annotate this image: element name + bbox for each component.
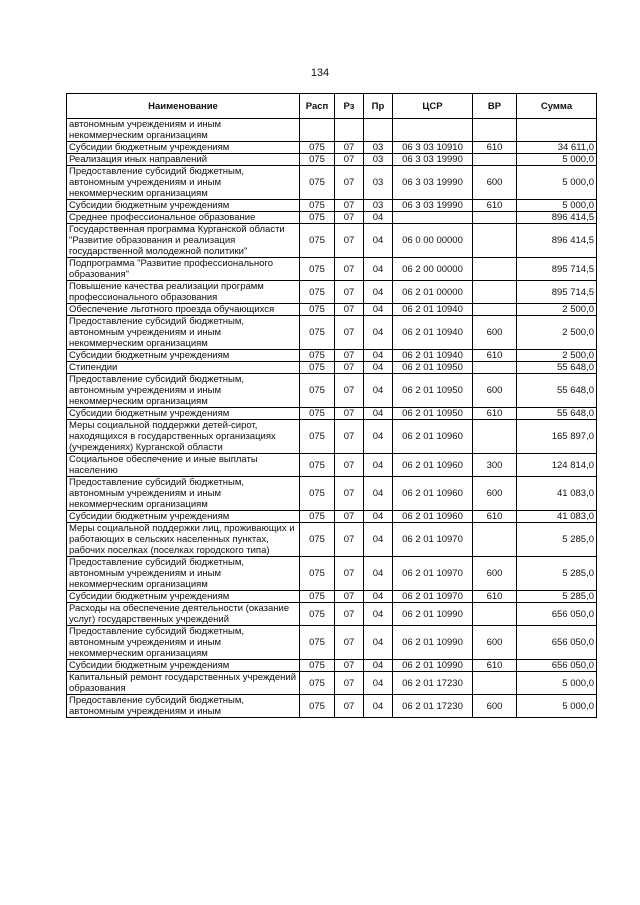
cell-rasp: 075 bbox=[300, 523, 335, 557]
cell-vr: 610 bbox=[473, 408, 517, 420]
cell-rz: 07 bbox=[335, 212, 364, 224]
header-vr: ВР bbox=[473, 94, 517, 119]
header-sum: Сумма bbox=[517, 94, 597, 119]
cell-rz: 07 bbox=[335, 660, 364, 672]
table-row bbox=[67, 660, 597, 672]
cell-csr: 06 2 01 10950 bbox=[393, 408, 473, 420]
cell-vr bbox=[473, 420, 517, 454]
cell-name: Государственная программа Курганской области "Развитие образования и реализация государственной молодежной политики" bbox=[67, 224, 300, 258]
cell-vr: 600 bbox=[473, 477, 517, 511]
cell-csr: 06 2 01 10960 bbox=[393, 477, 473, 511]
cell-rasp: 075 bbox=[300, 166, 335, 200]
cell-csr: 06 2 01 10940 bbox=[393, 350, 473, 362]
cell-csr bbox=[393, 212, 473, 224]
cell-vr: 600 bbox=[473, 695, 517, 718]
cell-sum: 2 500,0 bbox=[517, 316, 597, 350]
cell-sum: 896 414,5 bbox=[517, 224, 597, 258]
budget-table bbox=[66, 93, 597, 718]
cell-pr: 04 bbox=[364, 477, 393, 511]
cell-name: Повышение качества реализации программ профессионального образования bbox=[67, 281, 300, 304]
header-name: Наименование bbox=[67, 94, 300, 119]
cell-rz: 07 bbox=[335, 523, 364, 557]
cell-vr bbox=[473, 603, 517, 626]
table-row bbox=[67, 420, 597, 454]
cell-pr: 04 bbox=[364, 316, 393, 350]
cell-rz: 07 bbox=[335, 511, 364, 523]
cell-sum: 55 648,0 bbox=[517, 408, 597, 420]
cell-rasp: 075 bbox=[300, 212, 335, 224]
table-row bbox=[67, 316, 597, 350]
cell-rz: 07 bbox=[335, 142, 364, 154]
cell-vr bbox=[473, 224, 517, 258]
cell-name: Подпрограмма "Развитие профессионального образования" bbox=[67, 258, 300, 281]
cell-rz: 07 bbox=[335, 557, 364, 591]
cell-csr: 06 2 01 17230 bbox=[393, 672, 473, 695]
cell-csr: 06 2 01 10960 bbox=[393, 511, 473, 523]
table-row bbox=[67, 511, 597, 523]
table-row bbox=[67, 281, 597, 304]
cell-rasp bbox=[300, 119, 335, 142]
cell-pr: 04 bbox=[364, 523, 393, 557]
cell-sum: 2 500,0 bbox=[517, 304, 597, 316]
table-row bbox=[67, 557, 597, 591]
table-row bbox=[67, 362, 597, 374]
cell-rz: 07 bbox=[335, 672, 364, 695]
table-row bbox=[67, 374, 597, 408]
table-row bbox=[67, 258, 597, 281]
cell-vr: 600 bbox=[473, 166, 517, 200]
cell-sum: 895 714,5 bbox=[517, 281, 597, 304]
cell-rasp: 075 bbox=[300, 477, 335, 511]
cell-sum: 5 285,0 bbox=[517, 523, 597, 557]
cell-rz: 07 bbox=[335, 374, 364, 408]
cell-csr bbox=[393, 119, 473, 142]
cell-rasp: 075 bbox=[300, 200, 335, 212]
table-row bbox=[67, 626, 597, 660]
cell-name: Меры социальной поддержки детей-сирот, находящихся в государственных организациях (учреждениях) Курганской области bbox=[67, 420, 300, 454]
cell-rz: 07 bbox=[335, 362, 364, 374]
table-row bbox=[67, 695, 597, 718]
cell-vr: 610 bbox=[473, 591, 517, 603]
cell-csr: 06 2 01 10940 bbox=[393, 304, 473, 316]
cell-name: Субсидии бюджетным учреждениям bbox=[67, 408, 300, 420]
cell-pr: 04 bbox=[364, 672, 393, 695]
cell-pr: 04 bbox=[364, 408, 393, 420]
cell-rasp: 075 bbox=[300, 224, 335, 258]
table-row bbox=[67, 212, 597, 224]
cell-rz: 07 bbox=[335, 695, 364, 718]
cell-rz: 07 bbox=[335, 477, 364, 511]
cell-name: Предоставление субсидий бюджетным, автономным учреждениям и иным некоммерческим организациям bbox=[67, 626, 300, 660]
cell-rasp: 075 bbox=[300, 557, 335, 591]
cell-rasp: 075 bbox=[300, 154, 335, 166]
cell-sum: 5 000,0 bbox=[517, 672, 597, 695]
cell-rasp: 075 bbox=[300, 591, 335, 603]
table-body bbox=[67, 119, 597, 718]
cell-vr: 610 bbox=[473, 511, 517, 523]
cell-csr: 06 2 01 10990 bbox=[393, 626, 473, 660]
table-row bbox=[67, 454, 597, 477]
cell-csr: 06 2 01 10960 bbox=[393, 454, 473, 477]
cell-sum: 656 050,0 bbox=[517, 603, 597, 626]
cell-pr: 04 bbox=[364, 591, 393, 603]
cell-name: Субсидии бюджетным учреждениям bbox=[67, 660, 300, 672]
cell-sum: 896 414,5 bbox=[517, 212, 597, 224]
cell-sum: 55 648,0 bbox=[517, 362, 597, 374]
cell-vr: 610 bbox=[473, 200, 517, 212]
cell-vr: 600 bbox=[473, 316, 517, 350]
cell-vr: 600 bbox=[473, 557, 517, 591]
cell-rz: 07 bbox=[335, 224, 364, 258]
cell-sum: 895 714,5 bbox=[517, 258, 597, 281]
cell-csr: 06 2 01 10950 bbox=[393, 362, 473, 374]
cell-vr: 610 bbox=[473, 660, 517, 672]
cell-pr: 04 bbox=[364, 212, 393, 224]
cell-rasp: 075 bbox=[300, 304, 335, 316]
cell-pr: 04 bbox=[364, 603, 393, 626]
cell-pr: 04 bbox=[364, 511, 393, 523]
cell-vr bbox=[473, 523, 517, 557]
cell-vr: 610 bbox=[473, 142, 517, 154]
cell-name: Расходы на обеспечение деятельности (оказание услуг) государственных учреждений bbox=[67, 603, 300, 626]
table-row bbox=[67, 224, 597, 258]
cell-rz: 07 bbox=[335, 454, 364, 477]
cell-rasp: 075 bbox=[300, 454, 335, 477]
cell-rz: 07 bbox=[335, 154, 364, 166]
cell-pr: 04 bbox=[364, 281, 393, 304]
cell-sum: 41 083,0 bbox=[517, 477, 597, 511]
cell-pr: 04 bbox=[364, 304, 393, 316]
cell-name: Предоставление субсидий бюджетным, автономным учреждениям и иным некоммерческим организациям bbox=[67, 557, 300, 591]
table-header-row bbox=[67, 94, 597, 119]
table-row bbox=[67, 350, 597, 362]
cell-rz: 07 bbox=[335, 408, 364, 420]
cell-rz: 07 bbox=[335, 603, 364, 626]
cell-rasp: 075 bbox=[300, 672, 335, 695]
cell-vr bbox=[473, 304, 517, 316]
cell-pr: 04 bbox=[364, 224, 393, 258]
cell-rz: 07 bbox=[335, 626, 364, 660]
cell-csr: 06 2 00 00000 bbox=[393, 258, 473, 281]
cell-csr: 06 2 01 10950 bbox=[393, 374, 473, 408]
cell-csr: 06 2 01 17230 bbox=[393, 695, 473, 718]
cell-sum: 5 000,0 bbox=[517, 166, 597, 200]
cell-csr: 06 2 01 10990 bbox=[393, 660, 473, 672]
table-row bbox=[67, 154, 597, 166]
cell-rasp: 075 bbox=[300, 660, 335, 672]
cell-rz: 07 bbox=[335, 166, 364, 200]
cell-pr: 04 bbox=[364, 374, 393, 408]
cell-pr: 04 bbox=[364, 420, 393, 454]
cell-csr: 06 2 01 10970 bbox=[393, 557, 473, 591]
cell-pr: 04 bbox=[364, 626, 393, 660]
cell-rz: 07 bbox=[335, 200, 364, 212]
cell-csr: 06 2 01 10970 bbox=[393, 591, 473, 603]
cell-csr: 06 2 01 10970 bbox=[393, 523, 473, 557]
table-row bbox=[67, 166, 597, 200]
cell-pr bbox=[364, 119, 393, 142]
cell-vr: 300 bbox=[473, 454, 517, 477]
cell-sum: 5 000,0 bbox=[517, 695, 597, 718]
cell-pr: 03 bbox=[364, 200, 393, 212]
cell-pr: 04 bbox=[364, 362, 393, 374]
cell-vr bbox=[473, 212, 517, 224]
cell-csr: 06 2 01 10960 bbox=[393, 420, 473, 454]
cell-sum: 5 000,0 bbox=[517, 154, 597, 166]
cell-rasp: 075 bbox=[300, 626, 335, 660]
cell-rz: 07 bbox=[335, 258, 364, 281]
table-row bbox=[67, 603, 597, 626]
page-number: 134 bbox=[310, 67, 330, 79]
cell-name: автономным учреждениям и иным некоммерческим организациям bbox=[67, 119, 300, 142]
cell-rasp: 075 bbox=[300, 281, 335, 304]
cell-csr: 06 3 03 19990 bbox=[393, 200, 473, 212]
cell-name: Социальное обеспечение и иные выплаты населению bbox=[67, 454, 300, 477]
cell-vr bbox=[473, 672, 517, 695]
cell-pr: 04 bbox=[364, 454, 393, 477]
cell-vr bbox=[473, 154, 517, 166]
table-row bbox=[67, 119, 597, 142]
cell-csr: 06 2 01 10990 bbox=[393, 603, 473, 626]
cell-csr: 06 2 01 00000 bbox=[393, 281, 473, 304]
cell-vr bbox=[473, 281, 517, 304]
cell-rz: 07 bbox=[335, 350, 364, 362]
table-row bbox=[67, 672, 597, 695]
cell-rz: 07 bbox=[335, 304, 364, 316]
cell-name: Субсидии бюджетным учреждениям bbox=[67, 142, 300, 154]
cell-pr: 04 bbox=[364, 695, 393, 718]
cell-name: Предоставление субсидий бюджетным, автономным учреждениям и иным некоммерческим организациям bbox=[67, 374, 300, 408]
cell-pr: 04 bbox=[364, 660, 393, 672]
cell-sum: 124 814,0 bbox=[517, 454, 597, 477]
cell-rasp: 075 bbox=[300, 362, 335, 374]
cell-sum: 5 000,0 bbox=[517, 200, 597, 212]
cell-pr: 03 bbox=[364, 142, 393, 154]
cell-rasp: 075 bbox=[300, 316, 335, 350]
cell-sum: 55 648,0 bbox=[517, 374, 597, 408]
cell-pr: 03 bbox=[364, 166, 393, 200]
cell-sum: 41 083,0 bbox=[517, 511, 597, 523]
cell-vr: 600 bbox=[473, 626, 517, 660]
header-csr: ЦСР bbox=[393, 94, 473, 119]
cell-vr bbox=[473, 119, 517, 142]
cell-vr: 600 bbox=[473, 374, 517, 408]
header-pr: Пр bbox=[364, 94, 393, 119]
cell-csr: 06 3 03 19990 bbox=[393, 166, 473, 200]
cell-sum: 165 897,0 bbox=[517, 420, 597, 454]
cell-rasp: 075 bbox=[300, 511, 335, 523]
table-row bbox=[67, 142, 597, 154]
cell-pr: 04 bbox=[364, 258, 393, 281]
header-rasp: Расп bbox=[300, 94, 335, 119]
cell-pr: 04 bbox=[364, 557, 393, 591]
table-row bbox=[67, 408, 597, 420]
cell-vr bbox=[473, 258, 517, 281]
cell-pr: 03 bbox=[364, 154, 393, 166]
cell-name: Капитальный ремонт государственных учреждений образования bbox=[67, 672, 300, 695]
cell-name: Предоставление субсидий бюджетным, автономным учреждениям и иным некоммерческим организациям bbox=[67, 477, 300, 511]
table-row bbox=[67, 477, 597, 511]
cell-rz: 07 bbox=[335, 420, 364, 454]
cell-pr: 04 bbox=[364, 350, 393, 362]
cell-name: Предоставление субсидий бюджетным, автономным учреждениям и иным bbox=[67, 695, 300, 718]
cell-rasp: 075 bbox=[300, 695, 335, 718]
cell-csr: 06 3 03 10910 bbox=[393, 142, 473, 154]
cell-rz: 07 bbox=[335, 316, 364, 350]
cell-rasp: 075 bbox=[300, 603, 335, 626]
cell-csr: 06 3 03 19990 bbox=[393, 154, 473, 166]
table-row bbox=[67, 304, 597, 316]
cell-sum: 656 050,0 bbox=[517, 626, 597, 660]
cell-name: Субсидии бюджетным учреждениям bbox=[67, 200, 300, 212]
cell-csr: 06 0 00 00000 bbox=[393, 224, 473, 258]
cell-rz: 07 bbox=[335, 281, 364, 304]
cell-name: Стипендии bbox=[67, 362, 300, 374]
cell-rasp: 075 bbox=[300, 350, 335, 362]
header-rz: Рз bbox=[335, 94, 364, 119]
cell-sum bbox=[517, 119, 597, 142]
cell-name: Предоставление субсидий бюджетным, автономным учреждениям и иным некоммерческим организациям bbox=[67, 166, 300, 200]
table-row bbox=[67, 200, 597, 212]
cell-csr: 06 2 01 10940 bbox=[393, 316, 473, 350]
cell-rz: 07 bbox=[335, 591, 364, 603]
cell-rz bbox=[335, 119, 364, 142]
cell-rasp: 075 bbox=[300, 258, 335, 281]
cell-name: Обеспечение льготного проезда обучающихся bbox=[67, 304, 300, 316]
cell-sum: 34 611,0 bbox=[517, 142, 597, 154]
cell-sum: 2 500,0 bbox=[517, 350, 597, 362]
cell-rasp: 075 bbox=[300, 142, 335, 154]
cell-vr bbox=[473, 362, 517, 374]
cell-name: Предоставление субсидий бюджетным, автономным учреждениям и иным некоммерческим организациям bbox=[67, 316, 300, 350]
cell-name: Среднее профессиональное образование bbox=[67, 212, 300, 224]
cell-rasp: 075 bbox=[300, 374, 335, 408]
cell-sum: 656 050,0 bbox=[517, 660, 597, 672]
cell-name: Реализация иных направлений bbox=[67, 154, 300, 166]
cell-sum: 5 285,0 bbox=[517, 591, 597, 603]
cell-rasp: 075 bbox=[300, 420, 335, 454]
table-row bbox=[67, 591, 597, 603]
cell-name: Субсидии бюджетным учреждениям bbox=[67, 591, 300, 603]
cell-name: Субсидии бюджетным учреждениям bbox=[67, 511, 300, 523]
cell-name: Субсидии бюджетным учреждениям bbox=[67, 350, 300, 362]
table-row bbox=[67, 523, 597, 557]
cell-name: Меры социальной поддержки лиц, проживающих и работающих в сельских населенных пунктах, рабочих поселках (поселках городского типа) bbox=[67, 523, 300, 557]
cell-sum: 5 285,0 bbox=[517, 557, 597, 591]
cell-rasp: 075 bbox=[300, 408, 335, 420]
cell-vr: 610 bbox=[473, 350, 517, 362]
